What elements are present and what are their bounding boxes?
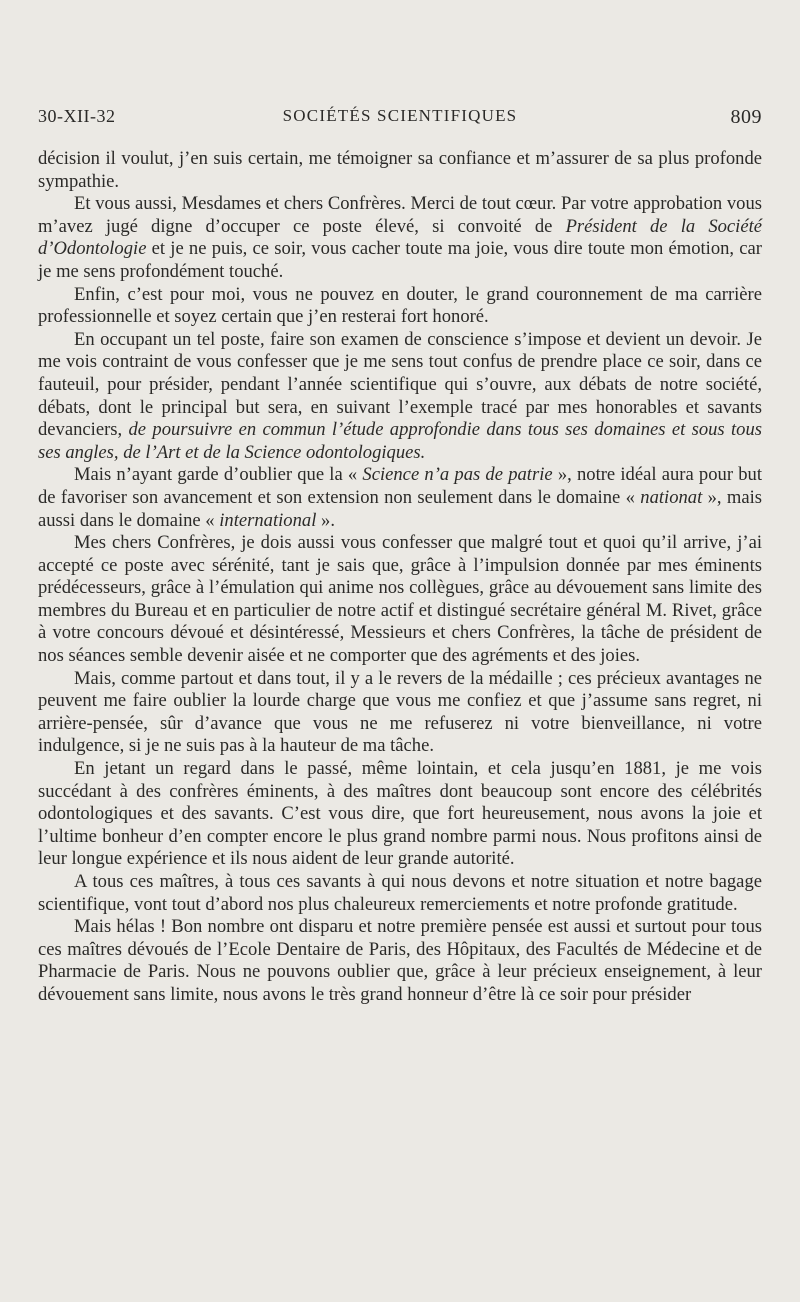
paragraph xyxy=(38,758,762,871)
paragraph xyxy=(38,668,762,758)
italic-run: international xyxy=(219,509,317,531)
text-run: décision il voulut, j’en suis certain, me témoigner sa confiance et m’assurer de sa plus profonde sympathie. xyxy=(38,148,762,192)
page-number: 809 xyxy=(730,106,762,128)
text-run: », mais aussi dans le domaine « xyxy=(38,486,762,531)
paragraph xyxy=(38,329,762,465)
text-run: Mais, comme partout et dans tout, il y a le revers de la médaille ; ces précieux avantages ne peuvent me faire oublier la lourde charge que vous me confiez et que j’assume sans regret, ni arrière-pensée, sûr d’avance que vous ne me refuserez ni votre bienveillance, ni votre indulgence, si je ne suis pas à la hauteur de ma tâche. xyxy=(38,667,762,757)
text-run: et je ne puis, ce soir, vous cacher toute ma joie, vous dire toute mon émotion, car je me sens profondément touché. xyxy=(38,238,762,282)
italic-run: Science n’a pas de patrie xyxy=(362,464,553,486)
paragraph xyxy=(38,148,762,193)
header-section-title: SOCIÉTÉS SCIENTIFIQUES xyxy=(282,106,518,125)
paragraph xyxy=(38,464,762,532)
text-run: Mes chers Confrères, je dois aussi vous confesser que malgré tout et quoi qu’il arrive, j’ai accepté ce poste avec sérénité, tant je sais que, grâce à l’impulsion donnée par mes éminents prédécesseurs, grâce à l’émulation qui anime nos collègues, grâce au dévouement sans limite des membres du Bureau et en particulier de notre actif et distingué secrétaire général M. Rivet, grâce à votre concours dévoué et désintéressé, Messieurs et chers Confrères, la tâche de président de nos séances semble devenir aisée et ne comporter que des agréments et des joies. xyxy=(38,532,762,667)
text-run: En jetant un regard dans le passé, même lointain, et cela jusqu’en 1881, je me vois succédant à des confrères éminents, à des maîtres dont beaucoup sont encore des célébrités odontologiques et des savants. C’est vous dire, que fort heureusement, nous avons la joie et l’ultime bonheur d’en compter encore le plus grand nombre parmi nous. Nous profitons ainsi de leur longue expérience et ils nous aident de leur grande autorité. xyxy=(38,758,762,870)
text-run: Et vous aussi, Mesdames et chers Confrères. Merci de tout cœur. Par votre approbation vous m’avez jugé digne d’occuper ce poste élevé, si convoité de xyxy=(38,193,762,237)
italic-run: nationat xyxy=(640,486,703,508)
paragraph xyxy=(38,871,762,916)
italic-run: de poursuivre en commun l’étude approfondie dans tous ses domaines et sous tous ses angles, de l’Art et de la Science odontologiques. xyxy=(38,419,763,463)
text-run: Enfin, c’est pour moi, vous ne pouvez en douter, le grand couronnement de ma carrière professionnelle et soyez certain que j’en resterai fort honoré. xyxy=(38,283,762,328)
paragraph xyxy=(38,532,762,668)
running-header xyxy=(38,106,762,134)
paragraph xyxy=(38,916,762,1006)
header-date: 30-XII-32 xyxy=(38,106,116,126)
text-run: », notre idéal aura pour but de favoriser son avancement et son extension non seulement dans le domaine « xyxy=(38,464,762,508)
italic-run: Président de la Société d’Odontologie xyxy=(38,215,762,260)
text-run: ». xyxy=(316,509,335,531)
text-run: Mais n’ayant garde d’oublier que la « xyxy=(74,464,363,486)
paragraph xyxy=(38,193,762,283)
body-text xyxy=(38,148,762,1007)
text-run: Mais hélas ! Bon nombre ont disparu et notre première pensée est aussi et surtout pour tous ces maîtres dévoués de l’Ecole Dentaire de Paris, des Hôpitaux, des Facultés de Médecine et de Pharmacie de Paris. Nous ne pouvons oublier que, grâce à leur précieux enseignement, à leur dévouement sans limite, nous avons le très grand honneur d’être là ce soir pour présider xyxy=(38,916,762,1005)
text-run: A tous ces maîtres, à tous ces savants à qui nous devons et notre situation et notre bagage scientifique, vont tout d’abord nos plus chaleureux remerciements et notre profonde gratitude. xyxy=(38,871,762,915)
text-run: En occupant un tel poste, faire son examen de conscience s’impose et devient un devoir. Je me vois contraint de vous confesser que je me sens tout confus de prendre place ce soir, dans ce fauteuil, pour présider, pendant l’année scientifique qui s’ouvre, aux débats de notre société, débats, dont le principal but sera, en suivant l’exemple tracé par mes honorables et savants devanciers, xyxy=(38,328,762,441)
paragraph xyxy=(38,284,762,329)
